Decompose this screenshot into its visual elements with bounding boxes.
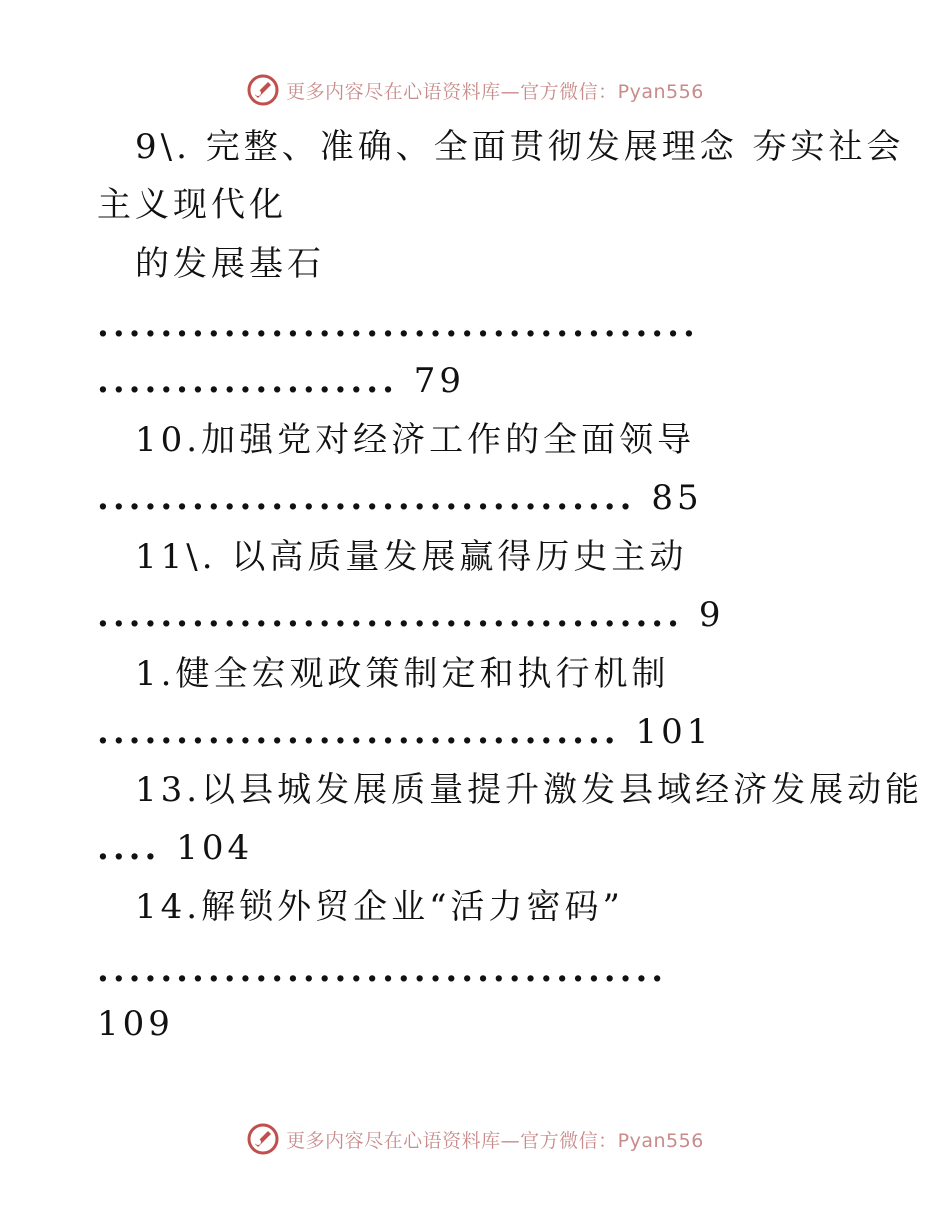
- brand-logo-icon: [246, 1122, 280, 1156]
- toc-entry-11-leader-dots: .....................................: [97, 595, 683, 635]
- toc-entry-13-page: 104: [176, 828, 254, 868]
- footer-watermark-text: 更多内容尽在心语资料库—官方微信：Pyan556: [286, 1129, 704, 1152]
- toc-entry-13-leader-row: [97, 828, 253, 868]
- toc-entry-12-leader-dots: .................................: [97, 712, 620, 752]
- toc-entry-10-page: 85: [651, 478, 703, 518]
- toc-entry-14-title: 14.解锁外贸企业“活力密码”: [135, 887, 624, 927]
- toc-entry-12-page: 101: [635, 712, 713, 752]
- header-watermark: [0, 70, 950, 110]
- toc-entry-13-title: 13.以县城发展质量提升激发县域经济发展动能: [135, 770, 924, 810]
- header-watermark-text: 更多内容尽在心语资料库—官方微信：Pyan556: [286, 80, 704, 103]
- toc-entry-11-leader-row: [97, 595, 724, 635]
- toc-entry-11-page: 9: [698, 595, 725, 635]
- toc-entry-9-title-line2: 主义现代化: [97, 185, 287, 225]
- brand-logo-icon: [246, 73, 280, 107]
- toc-entry-9-leader-row: [97, 361, 465, 401]
- toc-entry-9-title-line3: 的发展基石: [135, 244, 325, 284]
- footer-watermark: [0, 1119, 950, 1159]
- toc-entry-9-title-line1: 9\. 完整、准确、全面贯彻发展理念 夯实社会: [135, 127, 905, 167]
- toc-entry-14-page: 109: [97, 1004, 174, 1044]
- toc-entry-11-title: 11\. 以高质量发展赢得历史主动: [135, 537, 688, 577]
- toc-entry-12-leader-row: [97, 712, 712, 752]
- toc-entry-9-leader-dots-2: ...................: [97, 361, 398, 401]
- toc-entry-10-leader-dots: ..................................: [97, 478, 636, 518]
- toc-entry-13-leader-dots: ....: [97, 828, 161, 868]
- toc-entry-9-leader-dots: ......................................: [97, 305, 699, 345]
- toc-entry-10-leader-row: [97, 478, 703, 518]
- toc-entry-9-page: 79: [413, 361, 466, 401]
- toc-entry-14-leader-dots: ....................................: [97, 950, 668, 990]
- toc-entry-10-title: 10.加强党对经济工作的全面领导: [135, 420, 696, 460]
- toc-entry-12-title: 1.健全宏观政策制定和执行机制: [135, 654, 670, 694]
